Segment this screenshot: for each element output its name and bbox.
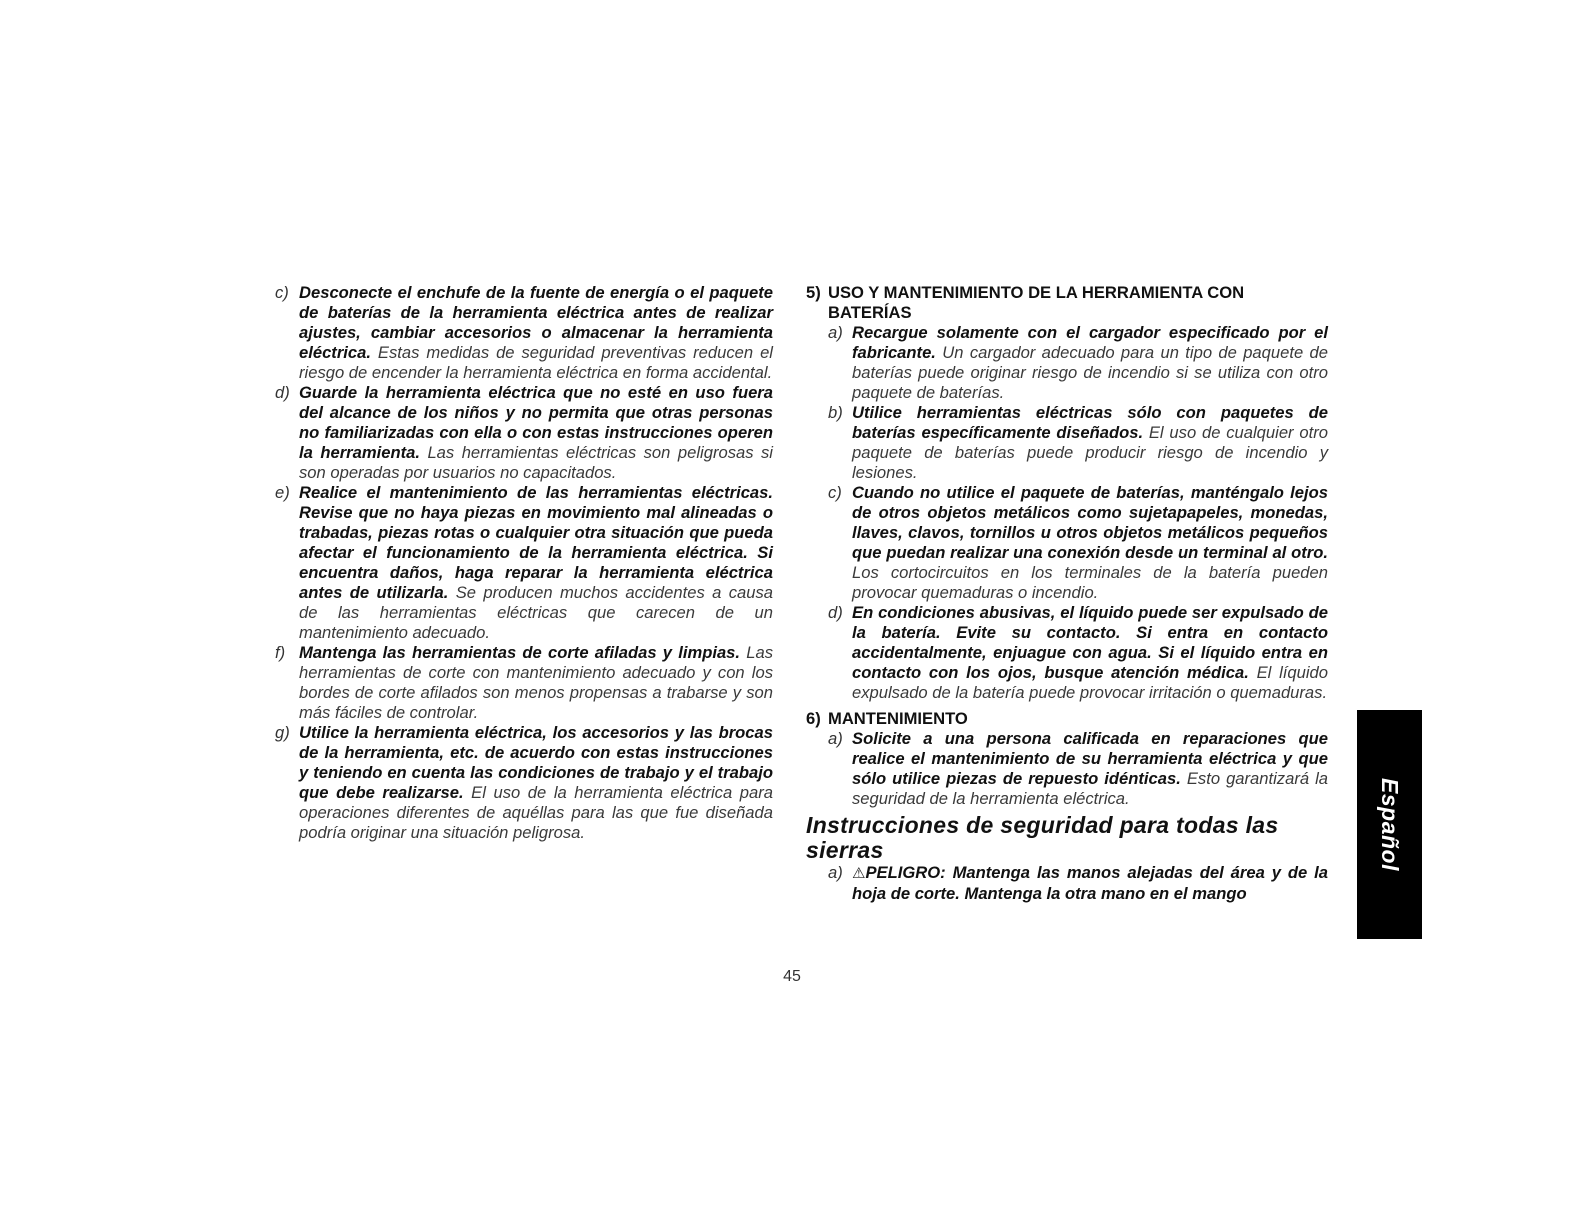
item-bold-text: Realice el mantenimiento de las herramientas eléctricas. Revise que no haya piezas en movimiento mal alineadas o trabadas, piezas rotas o cualquier otra situación que pueda afectar el funcionamiento de la herramienta eléctrica. Si encuentra daños, haga reparar la herramienta eléctrica antes de utilizarla. bbox=[299, 483, 773, 602]
item-bold-text: Guarde la herramienta eléctrica que no esté en uso fuera del alcance de los niños y no permita que otras personas no familiarizadas con ella o con estas instrucciones operen la herramienta. bbox=[299, 383, 773, 462]
item-text: Esto garantizará la seguridad de la herramienta eléctrica. bbox=[852, 769, 1329, 808]
item-body bbox=[299, 723, 773, 843]
list-item bbox=[275, 483, 773, 643]
item-body bbox=[852, 863, 1328, 904]
item-text: Estas medidas de seguridad preventivas reducen el riesgo de encender la herramienta eléctrica en forma accidental. bbox=[299, 343, 773, 382]
list-item bbox=[275, 383, 773, 483]
list-item bbox=[828, 483, 1328, 603]
item-body bbox=[852, 603, 1328, 703]
section-items bbox=[806, 863, 1328, 904]
item-bold-text: PELIGRO: Mantenga las manos alejadas del área y de la hoja de corte. Mantenga la otra mano en el mango bbox=[852, 863, 1328, 903]
section-heading bbox=[806, 283, 1328, 323]
item-marker: c) bbox=[275, 283, 289, 302]
item-marker: d) bbox=[828, 603, 843, 622]
list-item bbox=[828, 323, 1328, 403]
section-number: 5) bbox=[806, 283, 821, 302]
item-marker: g) bbox=[275, 723, 290, 742]
section-heading bbox=[806, 709, 1328, 729]
item-body bbox=[852, 729, 1328, 809]
item-marker: d) bbox=[275, 383, 290, 402]
page-number: 45 bbox=[783, 968, 801, 985]
list-item bbox=[828, 403, 1328, 483]
item-bold-text: En condiciones abusivas, el líquido puede ser expulsado de la batería. Evite su contacto. Si entra en contacto accidentalmente, enjuague con agua. Si el líquido entra en contacto con los ojos, busque atención médica. bbox=[852, 603, 1328, 682]
item-text: Se producen muchos accidentes a causa de las herramientas eléctricas que carecen de un mantenimiento adecuado. bbox=[299, 583, 773, 642]
item-bold-text: Utilice la herramienta eléctrica, los accesorios y las brocas de la herramienta, etc. de acuerdo con estas instrucciones y teniendo en cuenta las condiciones de trabajo y el trabajo que debe realizarse. bbox=[299, 723, 773, 802]
item-marker: a) bbox=[828, 729, 843, 748]
item-marker: c) bbox=[828, 483, 842, 502]
list-item bbox=[828, 603, 1328, 703]
item-body bbox=[299, 383, 773, 483]
section-items bbox=[806, 729, 1328, 809]
item-bold-text: Cuando no utilice el paquete de baterías, manténgalo lejos de otros objetos metálicos como sujetapapeles, monedas, llaves, clavos, tornillos u otros objetos metálicos pequeños que puedan realizar una conexión desde un terminal al otro. bbox=[852, 483, 1328, 562]
list-item bbox=[275, 283, 773, 383]
item-body bbox=[852, 323, 1328, 403]
warning-icon: ⚠ bbox=[852, 865, 866, 882]
item-body bbox=[299, 643, 773, 723]
item-bold-text: Desconecte el enchufe de la fuente de energía o el paquete de baterías de la herramienta eléctrica antes de realizar ajustes, cambiar accesorios o almacenar la herramienta eléctrica. bbox=[299, 283, 773, 362]
item-bold-text: Mantenga las herramientas de corte afiladas y limpias. bbox=[299, 643, 741, 662]
list-item bbox=[828, 729, 1328, 809]
item-text: Los cortocircuitos en los terminales de la batería pueden provocar quemaduras o incendio. bbox=[852, 563, 1328, 602]
list-item bbox=[275, 643, 773, 723]
item-text: Las herramientas eléctricas son peligrosas si son operadas por usuarios no capacitados. bbox=[299, 443, 773, 482]
item-marker: e) bbox=[275, 483, 290, 502]
item-body bbox=[299, 483, 773, 643]
section-items bbox=[806, 323, 1328, 703]
list-item bbox=[828, 863, 1328, 904]
item-text: El uso de la herramienta eléctrica para operaciones diferentes de aquéllas para las que fue diseñada podría originar una situación peligrosa. bbox=[299, 783, 773, 842]
item-bold-text: Recargue solamente con el cargador especificado por el fabricante. bbox=[852, 323, 1328, 362]
item-text: Un cargador adecuado para un tipo de paquete de baterías puede originar riesgo de incendio si se utiliza con otro paquete de baterías. bbox=[852, 343, 1328, 402]
item-body bbox=[852, 483, 1328, 603]
item-marker: b) bbox=[828, 403, 843, 422]
section-number: 6) bbox=[806, 709, 821, 728]
item-text: Las herramientas de corte con mantenimiento adecuado y con los bordes de corte afilados son menos propensas a trabarse y son más fáciles de controlar. bbox=[299, 643, 773, 722]
item-text: El uso de cualquier otro paquete de baterías puede producir riesgo de incendio y lesiones. bbox=[852, 423, 1328, 482]
item-marker: a) bbox=[828, 323, 843, 342]
left-column bbox=[275, 283, 773, 843]
item-bold-text: Utilice herramientas eléctricas sólo con paquetes de baterías específicamente diseñados. bbox=[852, 403, 1328, 442]
item-bold-text: Solicite a una persona calificada en reparaciones que realice el mantenimiento de su herramienta eléctrica y que sólo utilice piezas de repuesto idénticas. bbox=[852, 729, 1328, 788]
item-marker: f) bbox=[275, 643, 286, 662]
language-tab bbox=[1357, 710, 1422, 939]
item-body bbox=[299, 283, 773, 383]
list-item bbox=[275, 723, 773, 843]
saw-safety-heading: Instrucciones de seguridad para todas las sierras bbox=[806, 812, 1279, 863]
section-title: MANTENIMIENTO bbox=[828, 709, 968, 728]
section-title: USO Y MANTENIMIENTO DE LA HERRAMIENTA CON BATERÍAS bbox=[828, 283, 1245, 322]
item-text: El líquido expulsado de la batería puede provocar irritación o quemaduras. bbox=[852, 663, 1328, 702]
item-body bbox=[852, 403, 1328, 483]
item-marker: a) bbox=[828, 863, 843, 882]
right-column bbox=[806, 283, 1328, 904]
language-tab-label: Español bbox=[1377, 778, 1403, 871]
